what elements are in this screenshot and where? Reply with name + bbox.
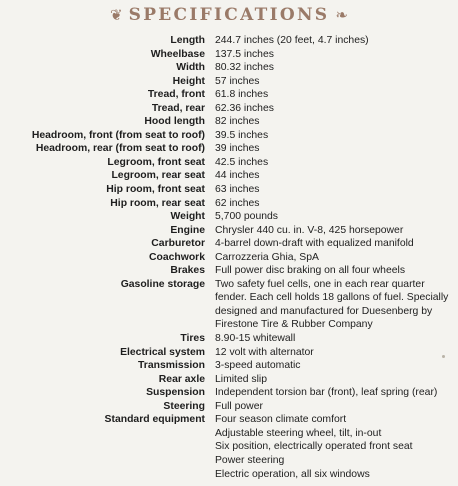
spec-label: Height: [172, 75, 205, 87]
spec-value-line: Electric operation, all six windows: [215, 468, 370, 480]
spec-value-line: 62 inches: [215, 197, 260, 209]
spec-value-line: 137.5 inches: [215, 48, 274, 60]
spec-value-line: 44 inches: [215, 170, 260, 182]
spec-value-line: 244.7 inches (20 feet, 4.7 inches): [215, 35, 369, 46]
spec-value: [215, 197, 455, 211]
spec-label: Tread, front: [147, 89, 205, 101]
spec-label: Coachwork: [148, 251, 205, 263]
spec-value: [215, 102, 455, 116]
spec-value-line: 5,700 pounds: [215, 211, 278, 223]
spec-row: [0, 264, 458, 278]
spec-value: [215, 373, 455, 387]
spec-row: [0, 413, 458, 481]
spec-value-line: 8.90-15 whitewall: [215, 333, 296, 345]
spec-value: [215, 61, 455, 75]
page-header: [0, 4, 458, 26]
spec-row: [0, 169, 458, 183]
spec-row: [0, 34, 458, 48]
spec-label: Gasoline storage: [120, 278, 205, 290]
spec-row: [0, 142, 458, 156]
spec-value-line: 82 inches: [215, 116, 260, 128]
spec-value-line: Adjustable steering wheel, tilt, in-out: [215, 427, 382, 439]
spec-row: [0, 75, 458, 89]
spec-label: Headroom, front (from seat to roof): [31, 129, 205, 141]
spec-value-line: 3-speed automatic: [215, 360, 301, 372]
spec-label: Transmission: [138, 360, 205, 372]
spec-label: Engine: [170, 224, 205, 236]
spec-label: Tread, rear: [151, 102, 205, 114]
spec-value: [215, 359, 455, 373]
spec-label: Hip room, front seat: [106, 184, 205, 196]
spec-value-line: 4-barrel down-draft with equalized manifold: [215, 238, 414, 250]
spec-value-line: designed and manufactured for Duesenberg by: [215, 305, 433, 317]
spec-value: [215, 264, 455, 278]
spec-row: [0, 332, 458, 346]
ornament-right-icon: ❧: [335, 5, 348, 24]
spec-value: [215, 413, 455, 481]
spec-value-line: 61.8 inches: [215, 89, 269, 101]
spec-label: Legroom, rear seat: [111, 170, 205, 182]
spec-value: [215, 75, 455, 89]
spec-row: [0, 129, 458, 143]
spec-row: [0, 386, 458, 400]
spec-label: Carburetor: [151, 238, 205, 250]
spec-value: [215, 251, 455, 265]
spec-row: [0, 48, 458, 62]
spec-label: Rear axle: [158, 373, 205, 385]
spec-label: Weight: [170, 211, 205, 223]
spec-row: [0, 210, 458, 224]
spec-label: Legroom, front seat: [107, 156, 205, 168]
spec-row: [0, 400, 458, 414]
spec-value-line: 57 inches: [215, 75, 260, 87]
spec-row: [0, 61, 458, 75]
spec-value: [215, 278, 455, 332]
spec-value-line: Limited slip: [215, 373, 267, 385]
spec-row: [0, 278, 458, 332]
spec-row: [0, 237, 458, 251]
spec-label: Length: [170, 35, 205, 46]
spec-label: Headroom, rear (from seat to roof): [35, 143, 205, 155]
spec-row: [0, 373, 458, 387]
spec-value: [215, 48, 455, 62]
spec-row: [0, 156, 458, 170]
spec-value: [215, 156, 455, 170]
spec-value-line: 63 inches: [215, 184, 260, 196]
spec-list: [0, 34, 458, 481]
spec-row: [0, 88, 458, 102]
spec-row: [0, 102, 458, 116]
spec-row: [0, 183, 458, 197]
spec-value: [215, 169, 455, 183]
spec-value-line: Carrozzeria Ghia, SpA: [215, 251, 319, 263]
spec-value: [215, 346, 455, 360]
spec-value: [215, 183, 455, 197]
spec-value: [215, 34, 455, 48]
page-title: SPECIFICATIONS: [128, 5, 330, 25]
spec-row: [0, 251, 458, 265]
spec-value-line: Independent torsion bar (front), leaf spring (rear): [215, 387, 438, 399]
spec-label: Brakes: [170, 265, 205, 277]
spec-value-line: Chrysler 440 cu. in. V-8, 425 horsepower: [215, 224, 404, 236]
spec-value: [215, 400, 455, 414]
spec-value-line: Four season climate comfort: [215, 414, 347, 426]
spec-value: [215, 210, 455, 224]
spec-value: [215, 88, 455, 102]
spec-value-line: 12 volt with alternator: [215, 346, 314, 358]
spec-value-line: 39.5 inches: [215, 129, 269, 141]
spec-value-line: fender. Each cell holds 18 gallons of fuel. Specially: [215, 292, 449, 304]
spec-row: [0, 359, 458, 373]
spec-value-line: 62.36 inches: [215, 102, 274, 114]
spec-value-line: 80.32 inches: [215, 62, 274, 74]
spec-value: [215, 224, 455, 238]
spec-label: Hood length: [144, 116, 205, 128]
spec-value: [215, 129, 455, 143]
spec-value: [215, 386, 455, 400]
spec-row: [0, 115, 458, 129]
spec-value-line: 42.5 inches: [215, 156, 269, 168]
spec-label: Hip room, rear seat: [110, 197, 205, 209]
spec-value-line: Six position, electrically operated front seat: [215, 441, 413, 453]
spec-label: Tires: [180, 333, 205, 345]
spec-value-line: Firestone Tire & Rubber Company: [215, 319, 373, 331]
spec-value-line: Power steering: [215, 454, 285, 466]
spec-row: [0, 346, 458, 360]
ornament-left-icon: ❦: [110, 5, 123, 24]
spec-label: Width: [176, 62, 205, 74]
spec-label: Standard equipment: [104, 414, 205, 426]
spec-value: [215, 237, 455, 251]
spec-row: [0, 224, 458, 238]
spec-value: [215, 332, 455, 346]
spec-value-line: Two safety fuel cells, one in each rear quarter: [215, 278, 425, 290]
spec-label: Wheelbase: [150, 48, 205, 60]
spec-row: [0, 197, 458, 211]
spec-label: Steering: [163, 400, 205, 412]
spec-value-line: 39 inches: [215, 143, 260, 155]
spec-value-line: Full power: [215, 400, 263, 412]
spec-label: Electrical system: [120, 346, 205, 358]
spec-value: [215, 142, 455, 156]
spec-label: Suspension: [146, 387, 205, 399]
spec-value: [215, 115, 455, 129]
spec-value-line: Full power disc braking on all four wheels: [215, 265, 406, 277]
paper-speck: [442, 355, 445, 358]
